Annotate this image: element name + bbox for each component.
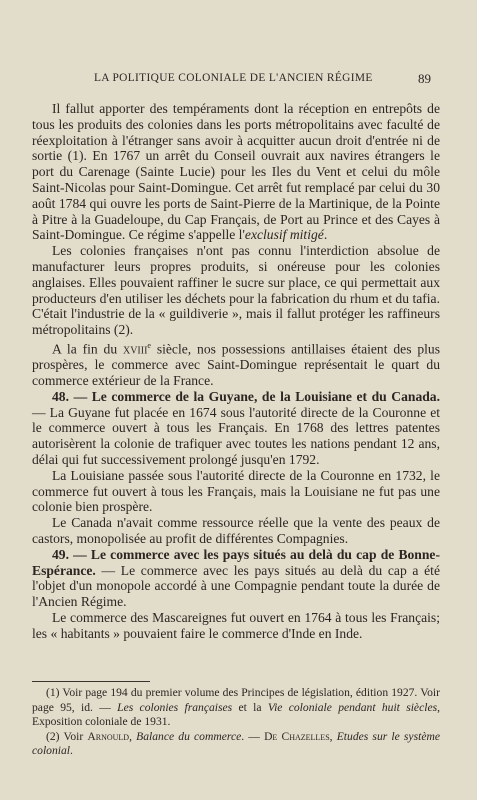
section-number: 48.	[52, 388, 69, 404]
footnote-2	[32, 730, 440, 759]
page-number: 89	[418, 71, 431, 86]
paragraph-text: A la fin du	[52, 341, 123, 357]
paragraph-text: siècle, nos possessions antillaises étaient des plus prospères, le commerce avec Saint-Domingue représentait le quart du commerce extérieur de la France.	[32, 341, 440, 389]
section-number: 49.	[52, 546, 69, 562]
century-superscript: e	[147, 340, 151, 350]
footnote-divider	[32, 681, 150, 682]
author-name: Arnould	[87, 729, 130, 743]
page-header	[0, 72, 477, 88]
section-text: — La Guyane fut placée en 1674 sous l'autorité directe de la Couronne et le commerce ouvert à tous les Français. En 1768 des lettres patentes autorisèrent la colonie de trafiquer avec toutes les nations pendant 12 ans, délai qui fut successivement prolongé jusqu'en 1792.	[32, 404, 440, 468]
footnote-text: et la	[232, 700, 268, 714]
footnote-text: .	[70, 744, 73, 758]
footnotes	[32, 686, 440, 759]
section-49	[32, 547, 440, 610]
footnote-title: Les colonies françaises	[117, 700, 233, 714]
footnote-1	[32, 686, 440, 730]
footnote-text: (2) Voir	[46, 729, 88, 743]
paragraph-antilles	[32, 338, 440, 389]
section-48	[32, 389, 440, 468]
footnote-text: . —	[241, 729, 265, 743]
section-title: — Le commerce de la Guyane, de la Louisiane et du Canada.	[69, 388, 440, 404]
footnote-text: (1) Voir page 194 du premier volume des Principes de législation, édition 1927. Voir page 95, id. —	[32, 686, 440, 714]
footnote-title: Vie coloniale pendant huit siècles	[267, 700, 438, 714]
emphasis-text: exclusif mitigé	[244, 227, 324, 243]
footnote-text: , Exposition coloniale de 1931.	[32, 700, 441, 729]
paragraph-end: .	[323, 227, 328, 243]
paragraph-canada: Le Canada n'avait comme ressource réelle que la vente des peaux de castors, monopolisée au profit de différentes Compagnies.	[32, 515, 440, 547]
footnote-text: ,	[329, 729, 337, 743]
running-title: LA POLITIQUE COLONIALE DE L'ANCIEN RÉGIME	[94, 72, 373, 84]
paragraph-text: Il fallut apporter des tempéraments dont la réception en entrepôts de tous les produits des colonies dans les ports métropolitains avec faculté de réexploitation à l'étranger sans avoir à acquitter aucun droit d'entrée ni de sortie (1). En 1767 un arrêt du Conseil ouvrait aux navires étrangers le port du Carenage (Sainte Lucie) pour les Iles du Vent et celui du môle Saint-Nicolas pour Saint-Domingue. Cet arrêt fut remplacé par celui du 30 août 1784 qui ouvre les ports de Saint-Pierre de la Martinique, de la Pointe à Pitre à la Guadeloupe, du Cap Français, de Port au Prince et des Cayes à Saint-Domingue. Ce régime s'appelle l'	[32, 101, 440, 243]
footnote-title: , Balance du commerce	[129, 729, 242, 743]
paragraph-louisiane: La Louisiane passée sous l'autorité directe de la Couronne en 1732, le commerce fut ouvert à tous les Français, mais la Louisiane ne fut pas une colonie bien prospère.	[32, 467, 440, 515]
footnote-title: Etudes sur le système colonial	[32, 729, 440, 758]
main-text	[32, 101, 440, 642]
section-text: — Le commerce avec les pays situés au delà du cap a été l'objet d'un monopole accordé à une Compagnie pendant toute la durée de l'Ancien Régime.	[32, 562, 440, 610]
paragraph-entrepots	[32, 101, 440, 243]
paragraph-manufacture: Les colonies françaises n'ont pas connu l'interdiction absolue de manufacturer leurs propres produits, si onéreuse pour les colonies anglaises. Elles pouvaient raffiner le sucre sur place, ce qui permettait aux producteurs d'en utiliser les déchets pour la fabrication du rhum et du tafia. C'était l'industrie de la « guildiverie », mais il fallut protéger les raffineurs métropolitains (2).	[32, 243, 440, 338]
section-title: — Le commerce avec les pays situés au delà du cap de Bonne-Espérance.	[32, 546, 440, 578]
century-numeral: xviii	[122, 341, 148, 357]
author-name: De Chazelles	[264, 729, 330, 743]
paragraph-mascareignes: Le commerce des Mascareignes fut ouvert en 1764 à tous les Français; les « habitants » pouvaient faire le commerce d'Inde en Inde.	[32, 610, 440, 641]
